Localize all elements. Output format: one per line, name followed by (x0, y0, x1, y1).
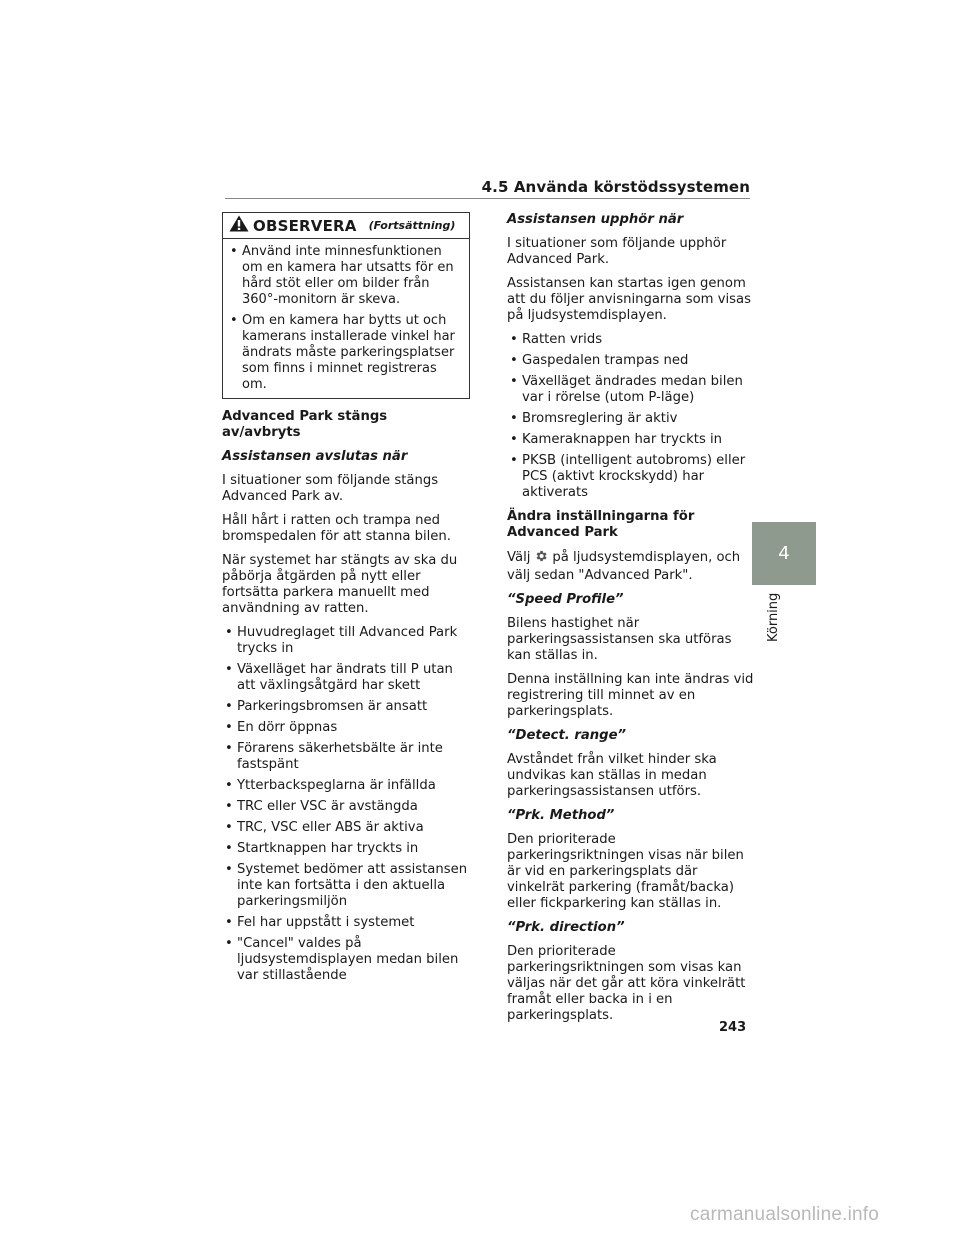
notice-list (227, 244, 463, 393)
list-item: • En dörr öppnas (222, 720, 470, 736)
list-item: • Fel har uppstått i systemet (222, 915, 470, 931)
list-item: • Startknappen har tryckts in (222, 841, 470, 857)
list-item: • Ytterbackspeglarna är infällda (222, 778, 470, 794)
chapter-number: 4 (778, 543, 790, 564)
right-column (507, 212, 755, 1032)
paragraph: Bilens hastighet när parkeringsassistansen ska utföras kan ställas in. (507, 616, 732, 663)
subheading: Assistansen avslutas när (222, 449, 408, 464)
notice-continued: (Fortsättning) (368, 219, 456, 232)
list-item: • Kameraknappen har tryckts in (507, 432, 755, 448)
notice-title: OBSERVERA (253, 217, 357, 235)
conditions-list (507, 332, 755, 501)
list-item: • Bromsreglering är aktiv (507, 411, 755, 427)
list-item: • Huvudreglaget till Advanced Park trycks in (222, 625, 470, 657)
list-item: • Parkeringsbromsen är ansatt (222, 699, 470, 715)
notice-body (223, 239, 469, 398)
setting-title: “Detect. range” (507, 728, 627, 743)
list-item: • Gaspedalen trampas ned (507, 353, 755, 369)
watermark: carmanualsonline.info (690, 1204, 880, 1225)
paragraph: Avståndet från vilket hinder ska undvikas kan ställas in medan parkeringsassistansen utförs. (507, 752, 717, 799)
section-title: 4.5 Använda körstödssystemen (481, 178, 750, 196)
notice-box (222, 212, 470, 399)
paragraph: När systemet har stängts av ska du påbörja åtgärden på nytt eller fortsätta parkera manuellt med användning av ratten. (222, 553, 458, 616)
paragraph: I situationer som följande upphör Advanced Park. (507, 236, 727, 267)
notice-item: • Om en kamera har bytts ut och kamerans installerade vinkel har ändrats måste parkeringsplatser som finns i minnet registreras om. (227, 313, 463, 393)
list-item: • Växelläget har ändrats till P utan att växlingsåtgärd har skett (222, 662, 470, 694)
notice-header (223, 213, 469, 239)
header-divider (225, 198, 750, 199)
warning-icon (229, 215, 249, 237)
paragraph: Håll hårt i ratten och trampa ned bromspedalen för att stanna bilen. (222, 513, 451, 544)
setting-title: “Speed Profile” (507, 592, 624, 607)
conditions-list (222, 625, 470, 984)
list-item: • Systemet bedömer att assistansen inte kan fortsätta i den aktuella parkeringsmiljön (222, 862, 470, 910)
paragraph: Den prioriterade parkeringsriktningen visas när bilen är vid en parkeringsplats där vinkelrät parkering (framåt/backa) eller fickparkering kan ställas in. (507, 832, 744, 911)
setting-title: “Prk. Method” (507, 808, 615, 823)
paragraph: I situationer som följande stängs Advanced Park av. (222, 473, 439, 504)
list-item: • TRC, VSC eller ABS är aktiva (222, 820, 470, 836)
chapter-label: Körning (766, 592, 781, 642)
paragraph (507, 549, 755, 584)
page-number: 243 (719, 1020, 747, 1035)
list-item: • Ratten vrids (507, 332, 755, 348)
section-heading: Ändra inställningarna för Advanced Park (507, 509, 695, 540)
chapter-tab (752, 522, 816, 585)
subheading: Assistansen upphör när (507, 212, 684, 227)
left-column (222, 212, 470, 992)
list-item: • Förarens säkerhetsbälte är inte fastspänt (222, 741, 470, 773)
paragraph: Assistansen kan startas igen genom att du följer anvisningarna som visas på ljudsystemdisplayen. (507, 276, 752, 323)
list-item: • Växelläget ändrades medan bilen var i rörelse (utom P-läge) (507, 374, 755, 406)
notice-item: • Använd inte minnesfunktionen om en kamera har utsatts för en hård stöt eller om bilder från 360°-monitorn är skeva. (227, 244, 463, 308)
section-heading: Advanced Park stängs av/avbryts (222, 409, 388, 440)
chapter-label-wrap (766, 590, 782, 650)
list-item: • TRC eller VSC är avstängda (222, 799, 470, 815)
paragraph: Denna inställning kan inte ändras vid registrering till minnet av en parkeringsplats. (507, 672, 754, 719)
list-item: • PKSB (intelligent autobroms) eller PCS (aktivt krockskydd) har aktiverats (507, 453, 755, 501)
paragraph: Den prioriterade parkeringsriktningen som visas kan väljas när det går att köra vinkelrätt framåt eller backa in i en parkeringsplats. (507, 944, 746, 1023)
list-item: • "Cancel" valdes på ljudsystemdisplayen medan bilen var stillastående (222, 936, 470, 984)
text-fragment: på ljudsystemdisplayen, och välj sedan "Advanced Park". (507, 550, 741, 583)
text-fragment: Välj (507, 550, 531, 565)
gear-icon (534, 549, 548, 568)
setting-title: “Prk. direction” (507, 920, 625, 935)
